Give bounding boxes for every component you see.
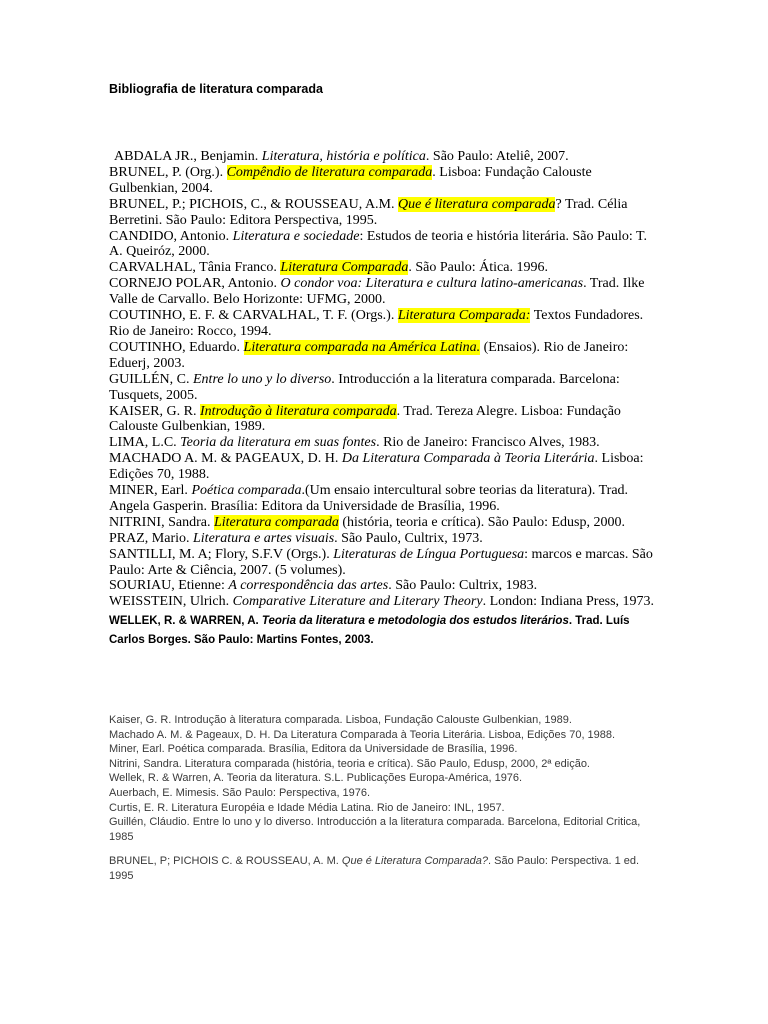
bib-title: Da Literatura Comparada à Teoria Literária (341, 451, 595, 467)
bib-entry: COUTINHO, Eduardo. Literatura comparada na América Latina. (Ensaios). Rio de Janeiro: Eduerj, 2003. (109, 339, 629, 371)
bib-title: Literaturas de Língua Portuguesa (333, 546, 525, 562)
highlighted-title: Literatura comparada na América Latina. (243, 339, 481, 355)
highlighted-title: Literatura comparada (213, 514, 339, 530)
bib-entry: CORNEJO POLAR, Antonio. O condor voa: Literatura e cultura latino-americanas. Trad. Ilke Valle de Carvallo. Belo Horizonte: UFMG, 2000. (109, 276, 645, 308)
list-item: Guillén, Cláudio. Entre lo uno y lo diverso. Introducción a la literatura comparada. Barcelona, Editorial Critica, 1985 (109, 816, 641, 843)
bib-title: Entre lo uno y lo diverso (193, 371, 332, 387)
bib-entry: COUTINHO, E. F. & CARVALHAL, T. F. (Orgs.). Literatura Comparada: Textos Fundadores. Rio de Janeiro: Rocco, 1994. (109, 308, 644, 339)
highlighted-title: Literatura Comparada: (397, 308, 531, 324)
bib-title: Teoria da literatura e metodologia dos estudos literários (261, 615, 569, 628)
bib-title: Literatura e sociedade (232, 228, 360, 244)
bib-entry: CARVALHAL, Tânia Franco. Literatura Comparada. São Paulo: Ática. 1996. (109, 260, 548, 276)
bib-entry: LIMA, L.C. Teoria da literatura em suas fontes. Rio de Janeiro: Francisco Alves, 1983. (109, 435, 600, 451)
bib-entry: NITRINI, Sandra. Literatura comparada (história, teoria e crítica). São Paulo: Edusp, 2000. (109, 514, 625, 530)
bib-title: Literatura e artes visuais (193, 530, 335, 546)
bib-entry: WELLEK, R. & WARREN, A. Teoria da literatura e metodologia dos estudos literários. Trad. Luís Carlos Borges. São Paulo: Martins Fontes, 2003. (109, 615, 630, 647)
bib-title: Poética comparada (191, 483, 302, 499)
list-item: Auerbach, E. Mimesis. São Paulo: Perspectiva, 1976. (109, 786, 371, 799)
bib-entry: ABDALA JR., Benjamin. Literatura, história e política. São Paulo: Ateliê, 2007. (114, 149, 569, 164)
list-item: Kaiser, G. R. Introdução à literatura comparada. Lisboa, Fundação Calouste Gulbenkian, 1989. (109, 714, 572, 726)
bib-entry: KAISER, G. R. Introdução à literatura comparada. Trad. Tereza Alegre. Lisboa: Fundação Calouste Gulbenkian, 1989. (109, 403, 621, 435)
highlighted-title: Introdução à literatura comparada (200, 403, 397, 419)
bib-entry: PRAZ, Mario. Literatura e artes visuais. São Paulo, Cultrix, 1973. (109, 530, 483, 546)
secondary-bibliography-list (109, 713, 649, 844)
list-item: Curtis, E. R. Literatura Européia e Idade Média Latina. Rio de Janeiro: INL, 1957. (109, 801, 505, 814)
bib-entry: MINER, Earl. Poética comparada.(Um ensaio intercultural sobre teorias da literatura). Trad. Angela Gasperin. Brasília: Editora da Universidade de Brasília, 1996. (109, 483, 629, 514)
highlighted-title: Compêndio de literatura comparada (226, 164, 433, 180)
bib-title: A correspondência das artes (228, 578, 389, 594)
list-item: Machado A. M. & Pageaux, D. H. Da Literatura Comparada à Teoria Literária. Lisboa, Edições 70, 1988. (109, 728, 616, 741)
list-item: Wellek, R. & Warren, A. Teoria da literatura. S.L. Publicações Europa-América, 1976. (109, 772, 523, 785)
bib-title: Teoria da literatura em suas fontes (180, 435, 377, 451)
highlighted-title: Que é literatura comparada (398, 196, 556, 212)
bib-title: Comparative Literature and Literary Theory (232, 594, 483, 610)
bib-entry: BRUNEL, P.; PICHOIS, C., & ROUSSEAU, A.M. Que é literatura comparada? Trad. Célia Berretini. São Paulo: Editora Perspectiva, 1995. (109, 196, 628, 228)
bib-entry: GUILLÉN, C. Entre lo uno y lo diverso. Introducción a la literatura comparada. Barcelona: Tusquets, 2005. (109, 371, 620, 403)
bib-entry: SANTILLI, M. A; Flory, S.F.V (Orgs.). Literaturas de Língua Portuguesa: marcos e marcas. São Paulo: Arte & Ciência, 2007. (5 volumes). (109, 546, 653, 578)
list-item: Nitrini, Sandra. Literatura comparada (história, teoria e crítica). São Paulo, Edusp, 2000, 2ª edição. (109, 757, 590, 770)
bib-entry: CANDIDO, Antonio. Literatura e sociedade: Estudos de teoria e história literária. São Paulo: T. A. Queiróz, 2000. (109, 228, 648, 260)
bib-title: Que é Literatura Comparada? (341, 855, 489, 867)
list-item: Miner, Earl. Poética comparada. Brasília, Editora da Universidade de Brasília, 1996. (109, 743, 518, 756)
bib-entry: WEISSTEIN, Ulrich. Comparative Literature and Literary Theory. London: Indiana Press, 1973. (109, 594, 655, 610)
bib-entry: BRUNEL, P. (Org.). Compêndio de literatura comparada. Lisboa: Fundação Calouste Gulbenkian, 2004. (109, 164, 592, 196)
bib-title: O condor voa: Literatura e cultura latino-americanas (280, 276, 584, 292)
bib-entry: SOURIAU, Etienne: A correspondência das artes. São Paulo: Cultrix, 1983. (109, 578, 538, 594)
bib-title: Literatura, história e política (261, 149, 426, 164)
bibliography-list (109, 149, 659, 650)
highlighted-title: Literatura Comparada (280, 260, 409, 276)
final-reference: BRUNEL, P; PICHOIS C. & ROUSSEAU, A. M. Que é Literatura Comparada?. São Paulo: Perspectiva. 1 ed. 1995 (109, 855, 640, 882)
page-title: Bibliografia de literatura comparada (109, 82, 323, 96)
bib-entry: MACHADO A. M. & PAGEAUX, D. H. Da Literatura Comparada à Teoria Literária. Lisboa: Edições 70, 1988. (109, 451, 644, 483)
